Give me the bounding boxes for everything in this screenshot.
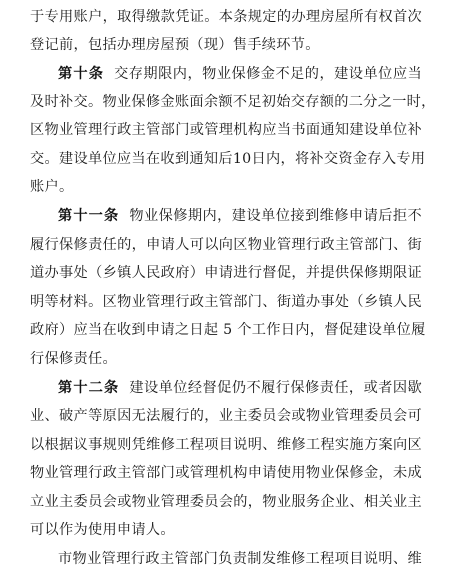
text-line [30, 403, 422, 429]
text-line [58, 546, 422, 572]
text-line [30, 232, 422, 258]
article-number: 第十条 [58, 66, 105, 82]
text-line [30, 432, 422, 458]
line-text: 以根据议事规则凭维修工程项目说明、维修工程实施方案向区 [30, 437, 422, 453]
line-text: 交存期限内，物业保修金不足的，建设单位应当 [114, 66, 422, 82]
line-text: 区物业管理行政主管部门或管理机构应当书面通知建设单位补 [30, 122, 422, 138]
line-text: 及时补交。物业保修金账面余额不足初始交存额的二分之一时， [30, 94, 436, 110]
text-line [30, 4, 422, 30]
line-text: 立业主委员会或物业管理委员会的，物业服务企业、相关业主 [30, 494, 422, 510]
line-text: 建设单位经督促仍不履行保修责任，或者因歇 [129, 380, 422, 396]
text-line [30, 117, 422, 143]
line-text: 市物业管理行政主管部门负责制发维修工程项目说明、维 [58, 551, 422, 567]
article-11-heading-line [58, 203, 422, 229]
article-number: 第十二条 [58, 380, 120, 396]
text-line [30, 32, 450, 58]
text-line [30, 517, 450, 543]
text-line [30, 489, 422, 515]
line-text: 明等材料。区物业管理行政主管部门、街道办事处（乡镇人民 [30, 294, 422, 310]
text-line [30, 460, 422, 486]
line-text: 履行保修责任的，申请人可以向区物业管理行政主管部门、街 [30, 237, 422, 253]
line-text: 可以作为使用申请人。 [30, 522, 175, 538]
line-text: 登记前，包括办理房屋预（现）售手续环节。 [30, 37, 320, 53]
article-12-heading-line [58, 375, 422, 401]
text-line [30, 289, 422, 315]
text-line [30, 346, 450, 372]
line-text: 物业管理行政主管部门或管理机构申请使用物业保修金，未成 [30, 465, 422, 481]
line-text: 于专用账户，取得缴款凭证。本条规定的办理房屋所有权首次 [30, 9, 422, 25]
line-text: 账户。 [30, 179, 74, 195]
line-text: 道办事处（乡镇人民政府）申请进行督促，并提供保修期限证 [30, 265, 422, 281]
line-text: 物业保修期内，建设单位接到维修申请后拒不 [129, 208, 422, 224]
line-text: 政府）应当在收到申请之日起 5 个工作日内，督促建设单位履 [30, 322, 426, 338]
text-line [30, 174, 450, 200]
line-text: 行保修责任。 [30, 351, 117, 367]
text-line [30, 260, 422, 286]
text-line [30, 317, 426, 343]
text-line [30, 89, 436, 115]
article-number: 第十一条 [58, 208, 120, 224]
line-text: 业、破产等原因无法履行的，业主委员会或物业管理委员会可 [30, 408, 422, 424]
line-text: 交。建设单位应当在收到通知后10日内，将补交资金存入专用 [30, 151, 426, 167]
article-10-heading-line [58, 61, 422, 87]
text-line [30, 146, 426, 172]
